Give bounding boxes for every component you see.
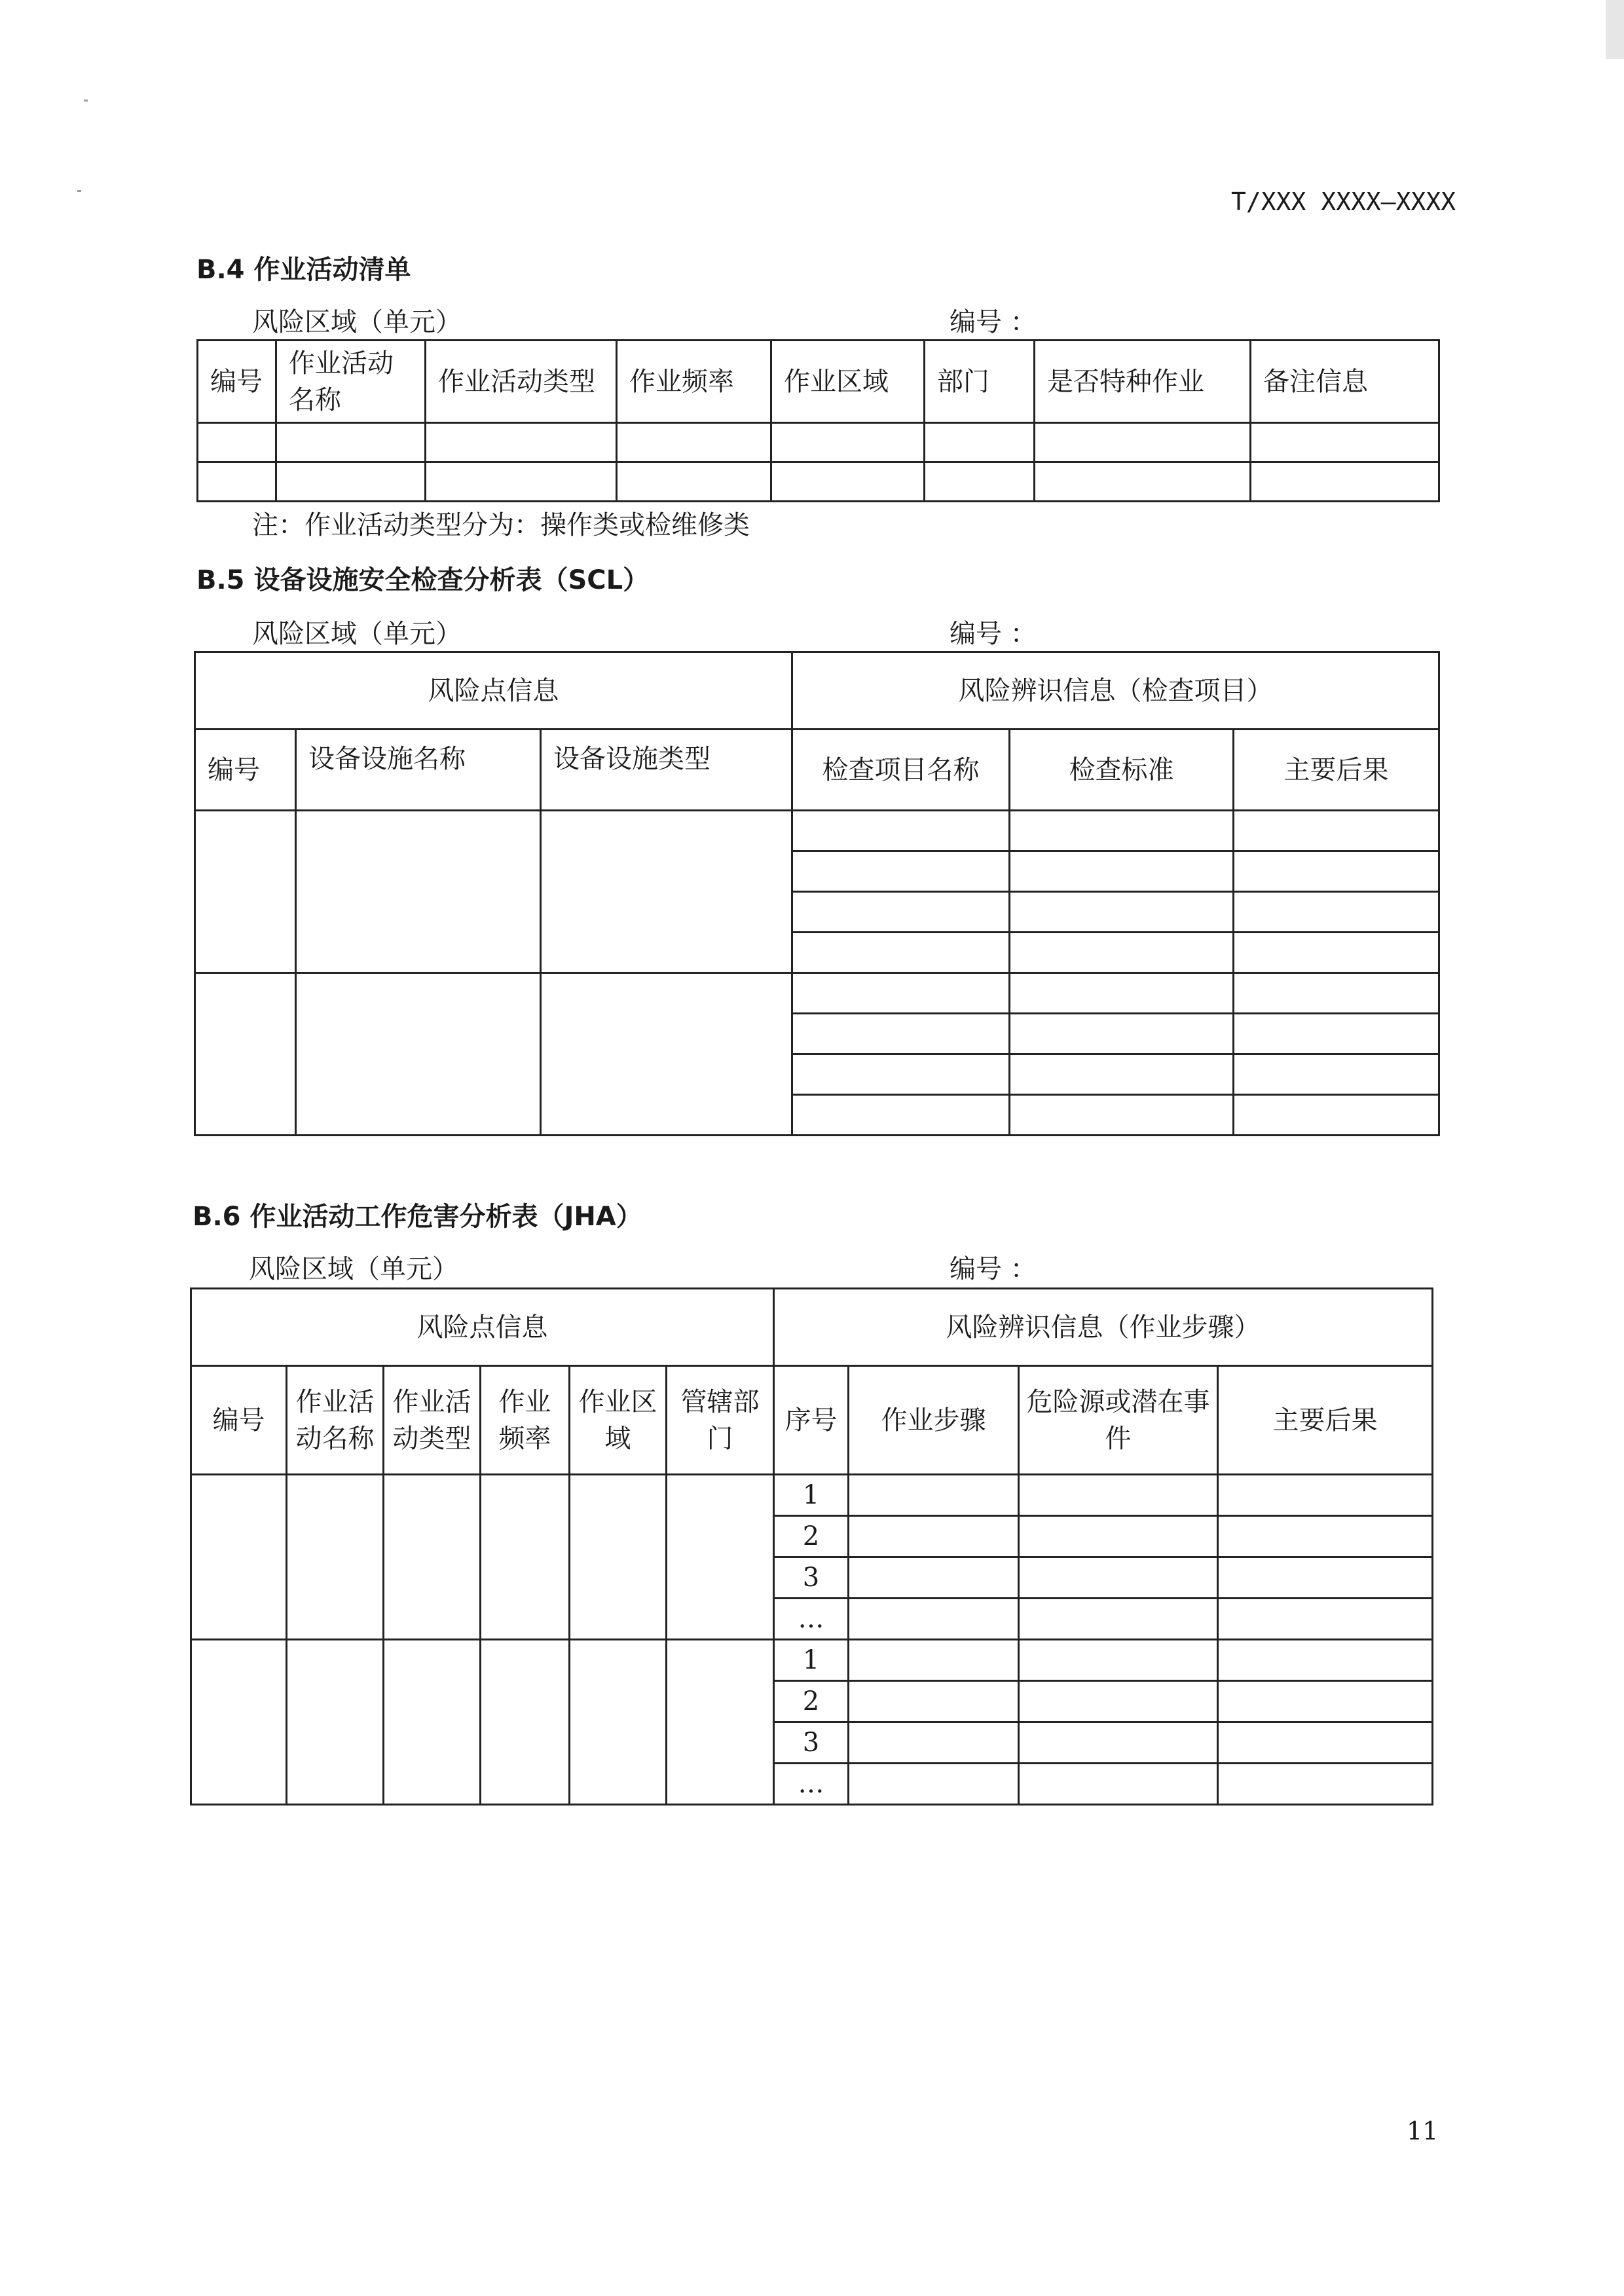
- table-cell[interactable]: [1234, 933, 1439, 973]
- col-header: 主要后果: [1218, 1366, 1433, 1475]
- table-cell[interactable]: [849, 1557, 1019, 1599]
- table-cell[interactable]: [570, 1640, 667, 1805]
- b4-number-label: 编号 ：: [950, 307, 1037, 337]
- col-header: 主要后果: [1234, 730, 1439, 811]
- table-row: [191, 1640, 1433, 1681]
- table-cell[interactable]: [1251, 423, 1439, 462]
- col-header: 作业活动类型: [384, 1366, 481, 1475]
- table-cell[interactable]: [1010, 892, 1234, 933]
- table-cell[interactable]: [1234, 1095, 1439, 1136]
- table-cell[interactable]: [481, 1640, 570, 1805]
- col-header: 作业频率: [617, 341, 771, 423]
- table-cell[interactable]: [792, 811, 1010, 851]
- table-cell[interactable]: [198, 423, 276, 462]
- table-cell[interactable]: [792, 851, 1010, 892]
- seq-number: 3: [774, 1557, 849, 1599]
- group-header-row: [191, 1289, 1433, 1366]
- table-cell[interactable]: [1218, 1722, 1433, 1764]
- table-cell[interactable]: [1035, 423, 1251, 462]
- table-cell[interactable]: [1218, 1681, 1433, 1722]
- table-cell[interactable]: [1019, 1764, 1218, 1805]
- table-cell[interactable]: [1019, 1557, 1218, 1599]
- table-cell[interactable]: [287, 1475, 384, 1640]
- table-cell[interactable]: [1019, 1599, 1218, 1640]
- document-code: T/XXX XXXX—XXXX: [1231, 187, 1456, 216]
- table-cell[interactable]: [1234, 973, 1439, 1014]
- seq-ellipsis: …: [774, 1764, 849, 1805]
- col-header: 设备设施类型: [541, 730, 792, 811]
- table-cell[interactable]: [1218, 1516, 1433, 1557]
- table-row: [191, 1475, 1433, 1516]
- table-cell[interactable]: [1010, 851, 1234, 892]
- table-cell[interactable]: [1019, 1516, 1218, 1557]
- table-cell[interactable]: [849, 1764, 1019, 1805]
- col-header: 检查项目名称: [792, 730, 1010, 811]
- b6-jha-table: [190, 1287, 1433, 1805]
- table-cell[interactable]: [1035, 462, 1251, 502]
- table-cell[interactable]: [1010, 811, 1234, 851]
- table-row: [198, 423, 1439, 462]
- table-cell[interactable]: [667, 1475, 774, 1640]
- seq-number: 1: [774, 1475, 849, 1516]
- table-cell[interactable]: [849, 1599, 1019, 1640]
- table-cell[interactable]: [541, 811, 792, 973]
- table-cell[interactable]: [1019, 1640, 1218, 1681]
- col-header: 检查标准: [1010, 730, 1234, 811]
- col-header: 编号: [195, 730, 296, 811]
- group-header-risk-identification: 风险辨识信息（作业步骤）: [774, 1289, 1433, 1366]
- table-cell[interactable]: [1234, 892, 1439, 933]
- table-cell[interactable]: [849, 1475, 1019, 1516]
- table-cell[interactable]: [925, 423, 1035, 462]
- group-header-row: [195, 652, 1439, 730]
- section-title-b5: B.5 设备设施安全检查分析表（SCL）: [196, 565, 650, 595]
- table-cell[interactable]: [198, 462, 276, 502]
- col-header: 作业活动名称: [287, 1366, 384, 1475]
- table-cell[interactable]: [849, 1516, 1019, 1557]
- b5-number-label: 编号 ：: [950, 619, 1037, 649]
- scan-edge: [1606, 0, 1624, 59]
- table-cell[interactable]: [1019, 1722, 1218, 1764]
- table-cell[interactable]: [541, 973, 792, 1136]
- table-cell[interactable]: [1010, 1054, 1234, 1095]
- table-cell[interactable]: [1010, 1014, 1234, 1054]
- table-row: [195, 811, 1439, 851]
- table-cell[interactable]: [481, 1475, 570, 1640]
- b5-scl-table: [194, 651, 1440, 1136]
- table-cell[interactable]: [792, 1054, 1010, 1095]
- b6-number-label: 编号 ：: [950, 1254, 1037, 1284]
- table-cell[interactable]: [296, 811, 541, 973]
- table-cell[interactable]: [1218, 1557, 1433, 1599]
- col-header: 编号: [191, 1366, 287, 1475]
- table-cell[interactable]: [792, 973, 1010, 1014]
- table-cell[interactable]: [792, 892, 1010, 933]
- b5-region-label: 风险区域（单元）: [252, 619, 462, 649]
- table-cell[interactable]: [276, 423, 426, 462]
- section-title-b4: B.4 作业活动清单: [196, 255, 411, 285]
- table-cell[interactable]: [384, 1475, 481, 1640]
- table-header-row: [198, 341, 1439, 423]
- table-cell[interactable]: [792, 1095, 1010, 1136]
- table-cell[interactable]: [771, 462, 925, 502]
- table-cell[interactable]: [570, 1475, 667, 1640]
- col-header: 设备设施名称: [296, 730, 541, 811]
- table-cell[interactable]: [195, 811, 296, 973]
- table-cell[interactable]: [849, 1640, 1019, 1681]
- table-cell[interactable]: [1218, 1764, 1433, 1805]
- table-cell[interactable]: [667, 1640, 774, 1805]
- table-cell[interactable]: [617, 462, 771, 502]
- b6-region-label: 风险区域（单元）: [249, 1254, 458, 1284]
- table-cell[interactable]: [1010, 933, 1234, 973]
- table-cell[interactable]: [1218, 1475, 1433, 1516]
- seq-number: 3: [774, 1722, 849, 1764]
- col-header: 部门: [925, 341, 1035, 423]
- table-cell[interactable]: [287, 1640, 384, 1805]
- table-row: [195, 973, 1439, 1014]
- col-header: 编号: [198, 341, 276, 423]
- b4-activity-table: [196, 339, 1440, 502]
- table-cell[interactable]: [1234, 1054, 1439, 1095]
- table-cell[interactable]: [771, 423, 925, 462]
- table-cell[interactable]: [426, 423, 617, 462]
- table-cell[interactable]: [1234, 1014, 1439, 1054]
- table-header-row: [195, 730, 1439, 811]
- seq-ellipsis: …: [774, 1599, 849, 1640]
- table-cell[interactable]: [1234, 811, 1439, 851]
- scan-speck: [77, 190, 81, 192]
- seq-number: 2: [774, 1681, 849, 1722]
- table-row: [198, 462, 1439, 502]
- col-header: 作业区域: [570, 1366, 667, 1475]
- col-header: 作业区域: [771, 341, 925, 423]
- table-cell[interactable]: [191, 1475, 287, 1640]
- group-header-risk-point: 风险点信息: [195, 652, 792, 730]
- col-header: 作业频率: [481, 1366, 570, 1475]
- table-cell[interactable]: [792, 1014, 1010, 1054]
- table-cell[interactable]: [849, 1681, 1019, 1722]
- table-cell[interactable]: [1218, 1640, 1433, 1681]
- col-header: 作业步骤: [849, 1366, 1019, 1475]
- table-cell[interactable]: [276, 462, 426, 502]
- seq-number: 2: [774, 1516, 849, 1557]
- b4-region-label: 风险区域（单元）: [252, 307, 462, 337]
- col-header: 作业活动类型: [426, 341, 617, 423]
- col-header: 危险源或潜在事件: [1019, 1366, 1218, 1475]
- seq-number: 1: [774, 1640, 849, 1681]
- table-cell[interactable]: [1019, 1475, 1218, 1516]
- table-cell[interactable]: [925, 462, 1035, 502]
- table-cell[interactable]: [1234, 851, 1439, 892]
- b4-note: 注：作业活动类型分为：操作类或检维修类: [252, 510, 750, 540]
- table-cell[interactable]: [792, 933, 1010, 973]
- col-header: 备注信息: [1251, 341, 1439, 423]
- table-cell[interactable]: [426, 462, 617, 502]
- table-cell[interactable]: [296, 973, 541, 1136]
- page-number: 11: [1407, 2117, 1439, 2145]
- table-cell[interactable]: [1218, 1599, 1433, 1640]
- table-cell[interactable]: [191, 1640, 287, 1805]
- table-cell[interactable]: [1010, 973, 1234, 1014]
- col-header: 序号: [774, 1366, 849, 1475]
- table-cell[interactable]: [1010, 1095, 1234, 1136]
- col-header: 作业活动名称: [276, 341, 426, 423]
- table-cell[interactable]: [617, 423, 771, 462]
- group-header-risk-point: 风险点信息: [191, 1289, 774, 1366]
- table-cell[interactable]: [195, 973, 296, 1136]
- col-header: 是否特种作业: [1035, 341, 1251, 423]
- table-cell[interactable]: [849, 1722, 1019, 1764]
- table-cell[interactable]: [384, 1640, 481, 1805]
- table-cell[interactable]: [1019, 1681, 1218, 1722]
- section-title-b6: B.6 作业活动工作危害分析表（JHA）: [193, 1202, 642, 1232]
- col-header: 管辖部门: [667, 1366, 774, 1475]
- group-header-risk-identification: 风险辨识信息（检查项目）: [792, 652, 1439, 730]
- table-cell[interactable]: [1251, 462, 1439, 502]
- scan-speck: [84, 100, 88, 102]
- table-header-row: [191, 1366, 1433, 1475]
